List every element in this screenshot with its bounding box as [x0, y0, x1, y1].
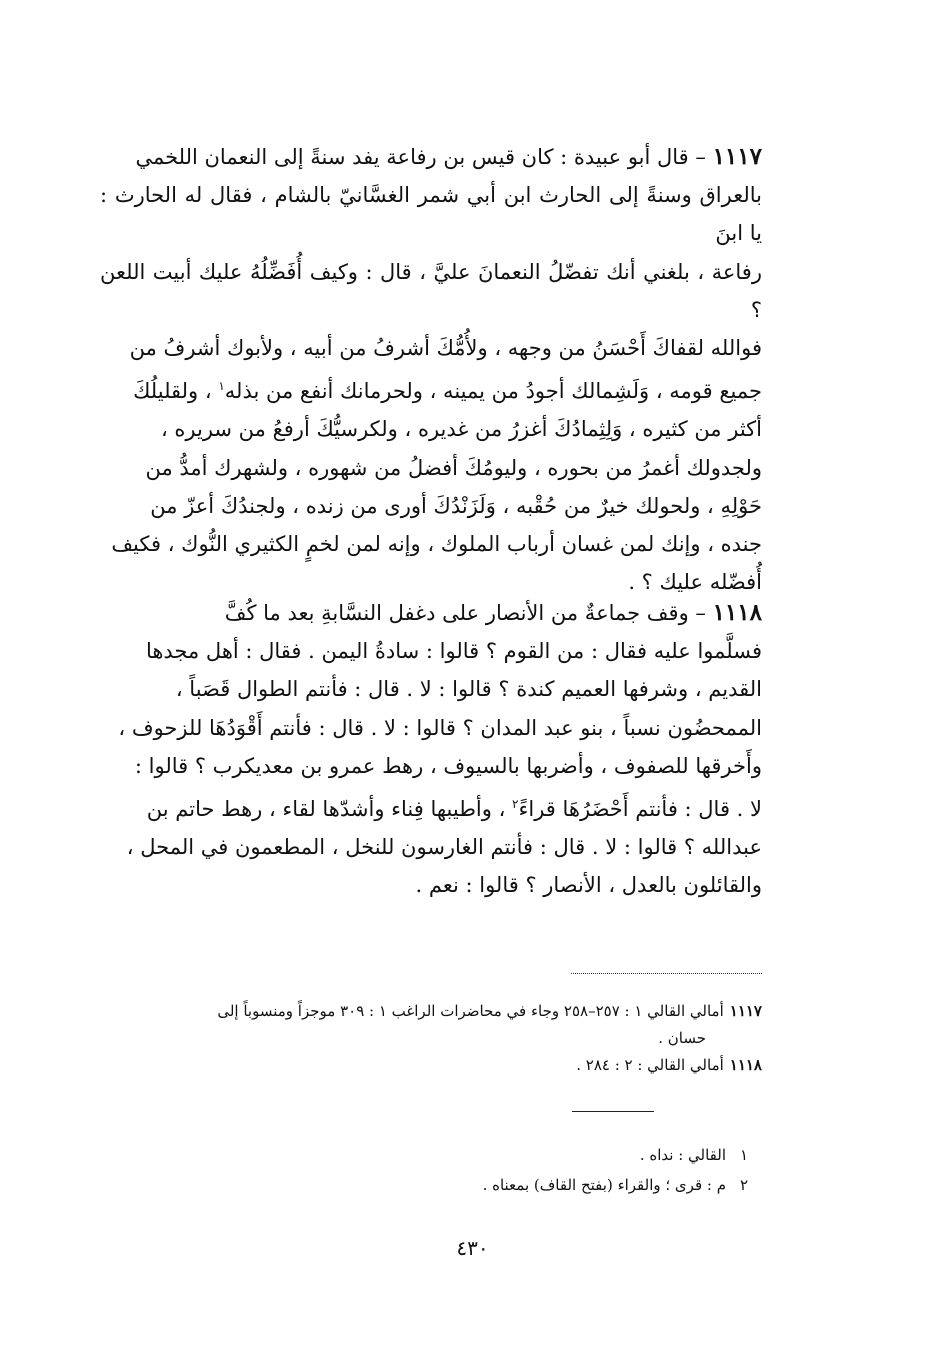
- footnote-ref: ٢: [512, 797, 519, 812]
- footnotes-block: [100, 1140, 762, 1200]
- main-text: [100, 138, 762, 929]
- text-line: أُفضّله عليك ؟ .: [628, 570, 762, 595]
- line-text: لا . قال : فأنتم أَحْضَرُهَا قراءً: [518, 797, 762, 822]
- entry-1118: [100, 594, 762, 929]
- text-line: الممحضُون نسباً ، بنو عبد المدان ؟ قالوا : لا . قال : فأنتم أَقْوَدُهَا للزحوف ،: [118, 715, 762, 740]
- footnotes-divider: [572, 1111, 654, 1112]
- entry-number: ١١١٨: [712, 599, 762, 626]
- footnote-mark: ١: [739, 1146, 749, 1164]
- text-line: فوالله لقفاكَ أَحْسَنُ من وجهه ، ولأُمُّكَ أشرفُ من أبيه ، ولأبوك أشرفُ من: [129, 336, 762, 361]
- text-line: فسلَّموا عليه فقال : من القوم ؟ قالوا : سادةُ اليمن . فقال : أهل مجدها: [145, 639, 762, 664]
- text-line: أكثر من كثيره ، وَلِثِمادُكَ أغزرُ من غديره ، ولكرسيُّكَ أرفعُ من سريره ،: [160, 417, 762, 442]
- source-number: ١١١٧: [729, 1002, 762, 1020]
- footnote-text: م : قرى ؛ والقراء (بفتح القاف) بمعناه .: [482, 1176, 726, 1194]
- source-continuation: حسان .: [658, 1029, 706, 1047]
- line-text: – قال أبو عبيدة : كان قيس بن رفاعة يفد سنةً إلى النعمان اللخمي: [135, 145, 706, 169]
- entry-number: ١١١٧: [712, 143, 762, 170]
- text-line: حَوْلِهِ ، ولحولك خيرٌ من حُقْبه ، وَلَزَنْدُكَ أورى من زنده ، ولجندُكَ أعزّ من: [150, 493, 762, 518]
- line-text: ، ولقليلُكَ: [133, 379, 212, 404]
- source-number: ١١١٨: [729, 1056, 762, 1074]
- text-line: وأَخرقها للصفوف ، وأضربها بالسيوف ، رهط عمرو بن معديكرب ؟ قالوا :: [134, 753, 762, 778]
- footnote-mark: ٢: [739, 1176, 749, 1194]
- text-line: [100, 785, 762, 828]
- text-line: ولجدولك أغمرُ من بحوره ، وليومُكَ أفضلُ من شهوره ، ولشهرك أمدُّ من: [145, 455, 762, 480]
- text-line: والقائلون بالعدل ، الأنصار ؟ قالوا : نعم .: [415, 873, 762, 898]
- footnote-item: [100, 1170, 762, 1200]
- text-line: بالعراق وسنةً إلى الحارث ابن أبي شمر الغسَّانيّ بالشام ، فقال له الحارث : يا ابنَ: [100, 183, 762, 246]
- line-text: جميع قومه ، وَلَشِمالك أجودُ من يمينه ، ولحرمانك أنفع من بذله: [224, 379, 762, 404]
- source-item: [100, 1052, 762, 1079]
- text-line: جنده ، وإنك لمن غسان أرباب الملوك ، وإنه لمن لخمٍ الكثيري النُّوك ، فكيف: [111, 532, 762, 557]
- page-number: ٤٣٠: [456, 1236, 489, 1260]
- footnote-text: القالي : نداه .: [639, 1146, 726, 1164]
- text-line: رفاعة ، بلغني أنك تفضّلُ النعمانَ عليَّ ، قال : وكيف أُفَضِّلُهُ عليك أبيت اللعن ؟: [100, 259, 762, 322]
- text-line: [100, 367, 762, 410]
- sources-block: [100, 998, 762, 1079]
- sources-divider: [571, 973, 762, 974]
- text-line: عبدالله ؟ قالوا : لا . قال : فأنتم الغارسون للنخل ، المطعمون في المحل ،: [126, 835, 762, 860]
- line-text: ، وأطيبها فِناء وأشدّها لقاء ، رهط حاتم بن: [146, 797, 506, 822]
- source-item: [100, 998, 762, 1025]
- text-line: القديم ، وشرفها العميم كندة ؟ قالوا : لا . قال : فأنتم الطوال قَصَباً ،: [175, 677, 762, 702]
- footnote-item: [100, 1140, 762, 1170]
- text-line: [100, 138, 762, 176]
- source-text: أمالي القالي ١ : ٢٥٧–٢٥٨ وجاء في محاضرات الراغب ١ : ٣٠٩ موجزاً ومنسوباً إلى: [217, 1002, 724, 1020]
- text-line: [100, 594, 762, 632]
- entry-1117: [100, 138, 762, 595]
- line-text: – وقف جماعةٌ من الأنصار على دغفل النسَّابةِ بعد ما كُفَّ: [224, 601, 706, 625]
- source-text: أمالي القالي : ٢ : ٢٨٤ .: [576, 1056, 724, 1074]
- footnote-ref: ١: [218, 379, 225, 394]
